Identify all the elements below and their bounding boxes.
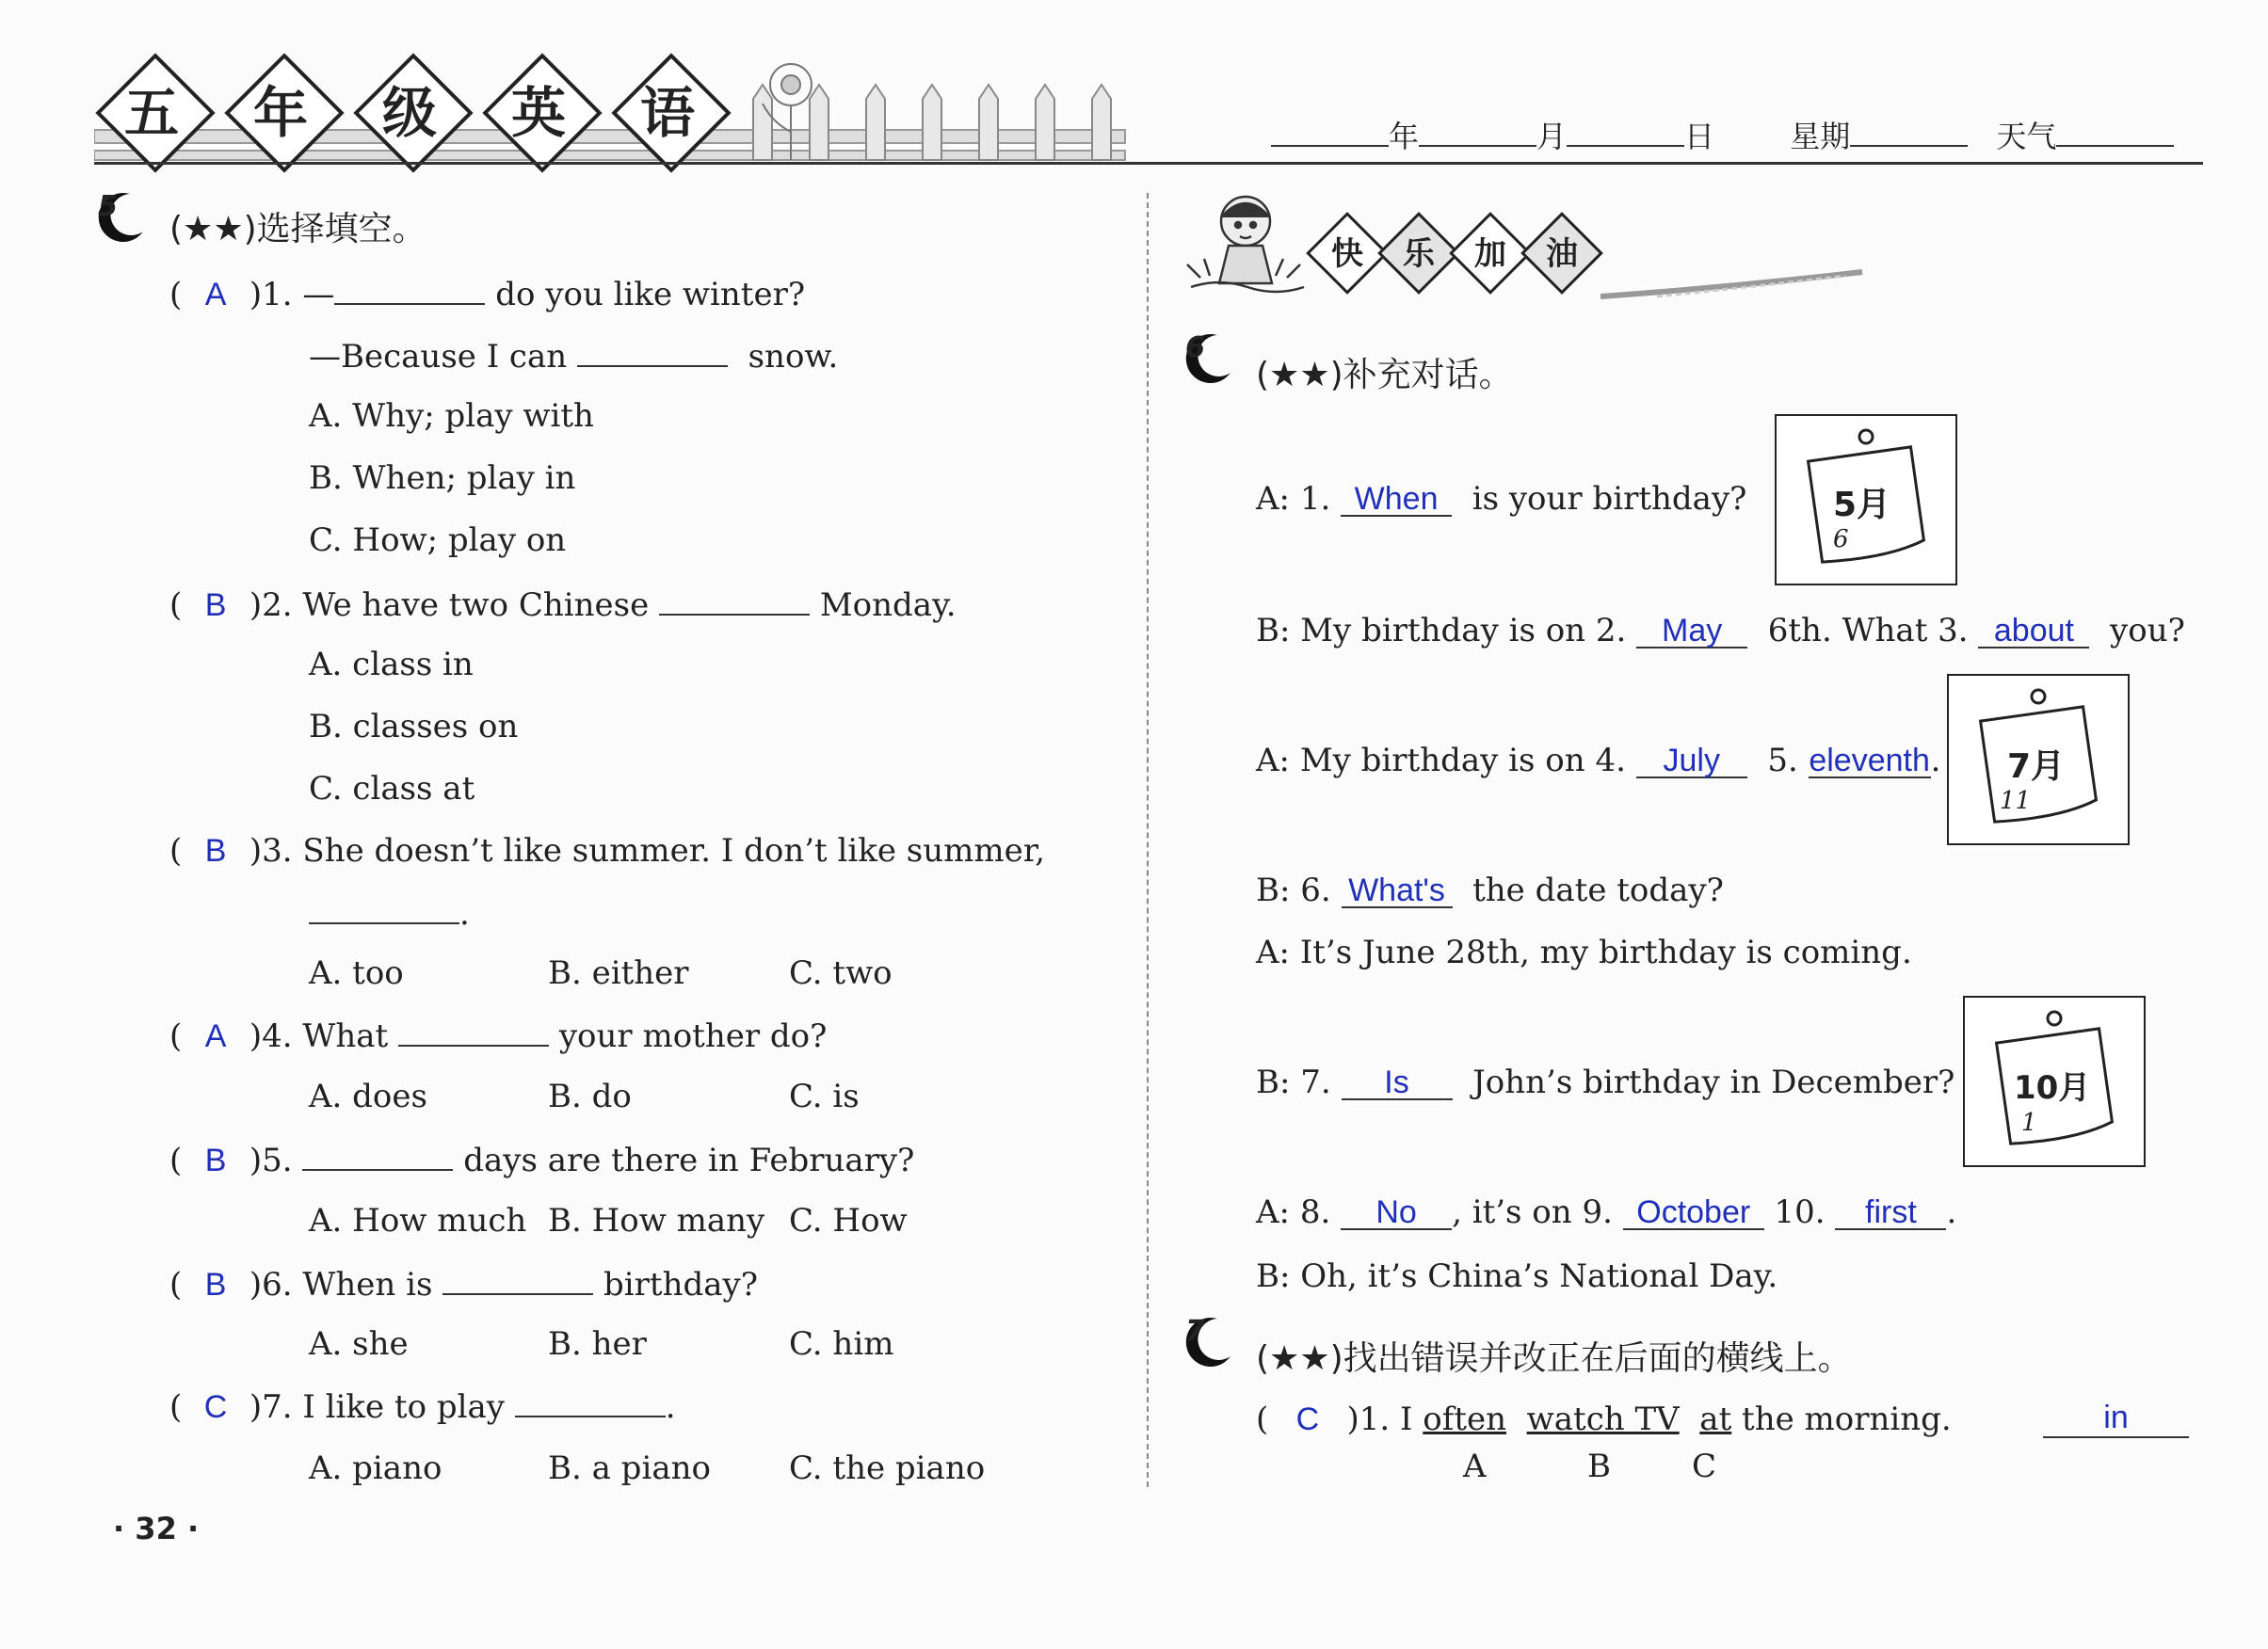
option: A. class in xyxy=(309,646,474,683)
answer: A xyxy=(204,277,227,312)
question-7: ( C )7. I like to play . xyxy=(169,1388,676,1426)
answer: B xyxy=(204,1267,227,1303)
date-label-month: 月 xyxy=(1536,119,1568,154)
error-question-1: ( C )1. I often watch TV at the morning. xyxy=(1256,1401,1952,1438)
option: A. does xyxy=(309,1078,427,1115)
answer: October xyxy=(1636,1194,1751,1230)
dialogue-line-2: B: My birthday is on 2. May 6th. What 3. about you? xyxy=(1256,612,2185,649)
label-a: A xyxy=(1463,1448,1487,1485)
option: C. him xyxy=(789,1325,894,1363)
question-5: ( B )5. days are there in February? xyxy=(169,1142,915,1179)
date-label-day: 日 xyxy=(1684,119,1715,154)
title-char: 年 xyxy=(252,81,308,145)
answer: B xyxy=(204,587,227,623)
correction-answer: in xyxy=(2103,1400,2129,1435)
answer: first xyxy=(1865,1194,1917,1230)
option: C. is xyxy=(789,1078,860,1115)
answer: B xyxy=(204,1143,227,1178)
section-number: 6 xyxy=(1185,331,1205,364)
option: B. How many xyxy=(548,1202,765,1240)
title-char: 五 xyxy=(123,81,179,145)
answer: When xyxy=(1354,481,1439,517)
option: A. piano xyxy=(309,1449,442,1487)
answer: B xyxy=(204,833,227,869)
answer: No xyxy=(1375,1194,1417,1230)
banner-char: 加 xyxy=(1474,234,1506,273)
calendar-july: 7月 11 xyxy=(1947,674,2130,845)
question-1: ( A )1. — do you like winter? xyxy=(169,276,806,313)
dialogue-line-1: A: 1. When is your birthday? xyxy=(1256,480,1747,518)
page-number: · 32 · xyxy=(113,1511,200,1546)
option: B. classes on xyxy=(309,708,519,745)
answer: eleventh xyxy=(1809,743,1930,778)
section-number: 5 xyxy=(98,190,118,223)
option: B. a piano xyxy=(548,1449,711,1487)
question-1-line2: —Because I can snow. xyxy=(309,338,839,376)
option: A. How much xyxy=(309,1202,527,1240)
section-heading: (★★)选择填空。 xyxy=(169,210,426,248)
option: B. When; play in xyxy=(309,459,576,497)
answer: A xyxy=(204,1018,227,1054)
swirl-decoration xyxy=(1600,268,1864,306)
option: C. the piano xyxy=(789,1449,986,1487)
calendar-october: 10月 1 xyxy=(1963,996,2146,1167)
answer: What's xyxy=(1348,873,1445,908)
dialogue-line-4: B: 6. What's the date today? xyxy=(1256,872,1724,909)
question-6: ( B )6. When is birthday? xyxy=(169,1266,758,1304)
dialogue-line-5: A: It’s June 28th, my birthday is coming. xyxy=(1256,934,1912,971)
answer: May xyxy=(1662,613,1723,648)
column-divider xyxy=(1147,193,1149,1487)
question-3: ( B )3. She doesn’t like summer. I don’t like summer, xyxy=(169,832,1046,870)
dialogue-line-3: A: My birthday is on 4. July 5. eleventh. xyxy=(1256,742,1941,779)
answer: C xyxy=(1295,1401,1320,1437)
label-c: C xyxy=(1692,1448,1717,1485)
header-rule xyxy=(94,162,2203,165)
correction-blank xyxy=(2043,1399,2189,1438)
title-char: 级 xyxy=(381,81,437,145)
dialogue-line-6: B: 7. Is John’s birthday in December? xyxy=(1256,1064,1955,1101)
question-3-line2: . xyxy=(309,894,470,933)
option: A. Why; play with xyxy=(309,397,594,435)
option: B. her xyxy=(548,1325,647,1363)
label-b: B xyxy=(1587,1448,1611,1485)
girl-cartoon-icon xyxy=(1182,184,1313,306)
question-2: ( B )2. We have two Chinese Monday. xyxy=(169,586,957,624)
banner-char: 快 xyxy=(1331,234,1363,273)
answer: about xyxy=(1993,613,2074,648)
option: C. class at xyxy=(309,770,475,808)
option: C. How xyxy=(789,1202,908,1240)
title-char: 英 xyxy=(510,81,566,145)
option: B. either xyxy=(548,954,689,992)
dialogue-line-7: A: 8. No , it’s on 9. October 10. first . xyxy=(1256,1193,1957,1231)
section-heading: (★★)找出错误并改正在后面的横线上。 xyxy=(1256,1339,1852,1378)
date-fields xyxy=(1271,113,2174,156)
option: C. two xyxy=(789,954,893,992)
answer: Is xyxy=(1384,1065,1409,1100)
answer: July xyxy=(1663,743,1720,778)
date-label-weather: 天气 xyxy=(1996,119,2057,154)
option: A. too xyxy=(309,954,404,992)
banner-char: 乐 xyxy=(1403,234,1435,273)
title-char: 语 xyxy=(639,81,695,145)
answer: C xyxy=(203,1389,228,1425)
date-label-year: 年 xyxy=(1389,119,1420,154)
section-number: 7 xyxy=(1185,1315,1205,1348)
option: A. she xyxy=(309,1325,409,1363)
calendar-may: 5月 6 xyxy=(1775,414,1957,585)
dialogue-line-8: B: Oh, it’s China’s National Day. xyxy=(1256,1257,1778,1295)
banner-char: 油 xyxy=(1546,234,1578,273)
option: C. How; play on xyxy=(309,521,567,559)
date-label-weekday: 星期 xyxy=(1790,119,1851,154)
option: B. do xyxy=(548,1078,632,1115)
question-4: ( A )4. What your mother do? xyxy=(169,1017,828,1055)
section-heading: (★★)补充对话。 xyxy=(1256,356,1513,394)
